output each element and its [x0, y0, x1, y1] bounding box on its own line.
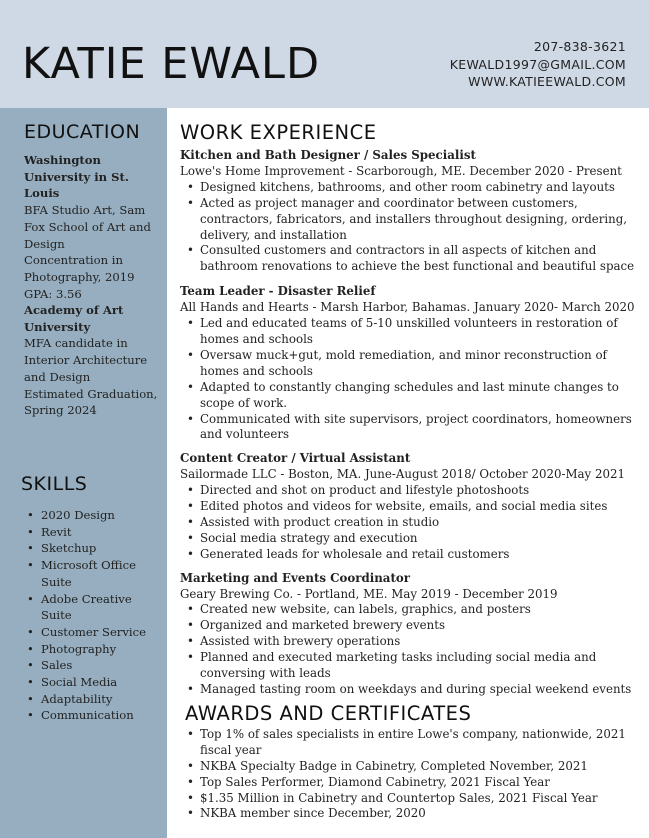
email-address: KEWALD1997@GMAIL.COM — [449, 56, 626, 72]
job-bullet: • Organized and marketed brewery events — [180, 618, 635, 634]
job-bullet: • Adapted to constantly changing schedules and last minute changes to scope of work. — [180, 380, 635, 412]
degree-line: BFA Studio Art, Sam Fox School of Art and Design — [24, 203, 151, 251]
job-entry — [180, 148, 635, 275]
main-column — [180, 108, 635, 822]
job-title: Team Leader - Disaster Relief — [180, 284, 376, 299]
skill-item: • Photography — [24, 641, 164, 658]
candidate-name: KATIE EWALD — [22, 39, 321, 89]
award-item: • NKBA member since December, 2020 — [180, 806, 635, 822]
job-title: Kitchen and Bath Designer / Sales Specialist — [180, 148, 476, 162]
job-bullet: • Consulted customers and contractors in all aspects of kitchen and bathroom renovations to achieve the best functional and beautiful space — [180, 243, 635, 275]
job-meta: Lowe's Home Improvement - Scarborough, ME. December 2020 - Present — [180, 163, 622, 178]
skill-item: • Revit — [24, 524, 164, 541]
skill-item: • Sketchup — [24, 540, 164, 557]
job-bullet: • Managed tasting room on weekdays and during special weekend events — [180, 682, 635, 698]
school-name: Washington University in St. Louis — [24, 153, 129, 201]
job-entry — [180, 451, 635, 562]
skill-item: • Microsoft Office Suite — [24, 557, 164, 590]
job-bullet: • Led and educated teams of 5-10 unskilled volunteers in restoration of homes and schools — [180, 316, 635, 348]
awards-heading: AWARDS AND CERTIFICATES — [185, 701, 472, 725]
education-heading: EDUCATION — [24, 121, 141, 143]
skills-heading: SKILLS — [21, 473, 88, 495]
skill-item: • Communication — [24, 707, 164, 724]
award-item: • Top Sales Performer, Diamond Cabinetry, 2021 Fiscal Year — [180, 775, 635, 791]
education-entry — [24, 302, 164, 419]
job-bullet: • Oversaw muck+gut, mold remediation, and minor reconstruction of homes and schools — [180, 348, 635, 380]
job-entry — [180, 571, 635, 698]
skill-item: • 2020 Design — [24, 507, 164, 524]
work-experience-heading: WORK EXPERIENCE — [180, 121, 377, 144]
job-bullet: • Assisted with brewery operations — [180, 634, 635, 650]
awards-block — [180, 727, 635, 822]
skills-list — [24, 507, 164, 724]
job-meta: All Hands and Hearts - Marsh Harbor, Bahamas. January 2020- March 2020 — [180, 300, 635, 315]
job-bullets — [180, 316, 635, 443]
skill-item: • Sales — [24, 657, 164, 674]
job-title: Content Creator / Virtual Assistant — [180, 451, 411, 466]
job-entry — [180, 284, 635, 443]
degree-line: Estimated Graduation, Spring 2024 — [24, 386, 158, 418]
job-bullet: • Edited photos and videos for website, emails, and social media sites — [180, 499, 635, 515]
job-meta: Geary Brewing Co. - Portland, ME. May 2019 - December 2019 — [180, 586, 558, 601]
job-bullet: • Social media strategy and execution — [180, 531, 635, 547]
job-bullet: • Acted as project manager and coordinator between customers, contractors, fabricators, and installers throughout designing, ordering, delivery, and installation — [180, 196, 635, 244]
job-bullets — [180, 483, 635, 563]
job-bullet: • Created new website, can labels, graphics, and posters — [180, 602, 635, 618]
job-bullet: • Assisted with product creation in studio — [180, 515, 635, 531]
contact-block — [450, 38, 626, 91]
job-bullet: • Designed kitchens, bathrooms, and other room cabinetry and layouts — [180, 180, 635, 196]
awards-list — [180, 727, 635, 822]
skill-item: • Customer Service — [24, 624, 164, 641]
job-bullets — [180, 180, 635, 275]
job-bullet: • Directed and shot on product and lifestyle photoshoots — [180, 483, 635, 499]
job-bullet: • Communicated with site supervisors, project coordinators, homeowners and volunteers — [180, 412, 635, 444]
skill-item: • Adobe Creative Suite — [24, 591, 164, 624]
job-bullets — [180, 602, 635, 697]
job-bullet: • Planned and executed marketing tasks including social media and conversing with leads — [180, 650, 635, 682]
website-address: WWW.KATIEEWALD.COM — [468, 74, 626, 89]
degree-line: Concentration in Photography, 2019 — [24, 253, 135, 284]
job-bullet: • Generated leads for wholesale and retail customers — [180, 547, 635, 563]
degree-line: GPA: 3.56 — [24, 286, 82, 301]
job-title: Marketing and Events Coordinator — [180, 570, 410, 585]
job-meta: Sailormade LLC - Boston, MA. June-August 2018/ October 2020-May 2021 — [180, 467, 625, 482]
skill-item: • Adaptability — [24, 691, 164, 708]
phone-number: 207-838-3621 — [533, 39, 626, 54]
education-entry — [24, 152, 164, 302]
award-item: • Top 1% of sales specialists in entire Lowe's company, nationwide, 2021 fiscal year — [180, 727, 635, 759]
award-item: • NKBA Specialty Badge in Cabinetry, Completed November, 2021 — [180, 759, 635, 775]
school-name: Academy of Art University — [24, 303, 124, 334]
skill-item: • Social Media — [24, 674, 164, 691]
award-item: • $1.35 Million in Cabinetry and Countertop Sales, 2021 Fiscal Year — [180, 791, 635, 807]
degree-line: MFA candidate in Interior Architecture and Design — [24, 336, 148, 384]
